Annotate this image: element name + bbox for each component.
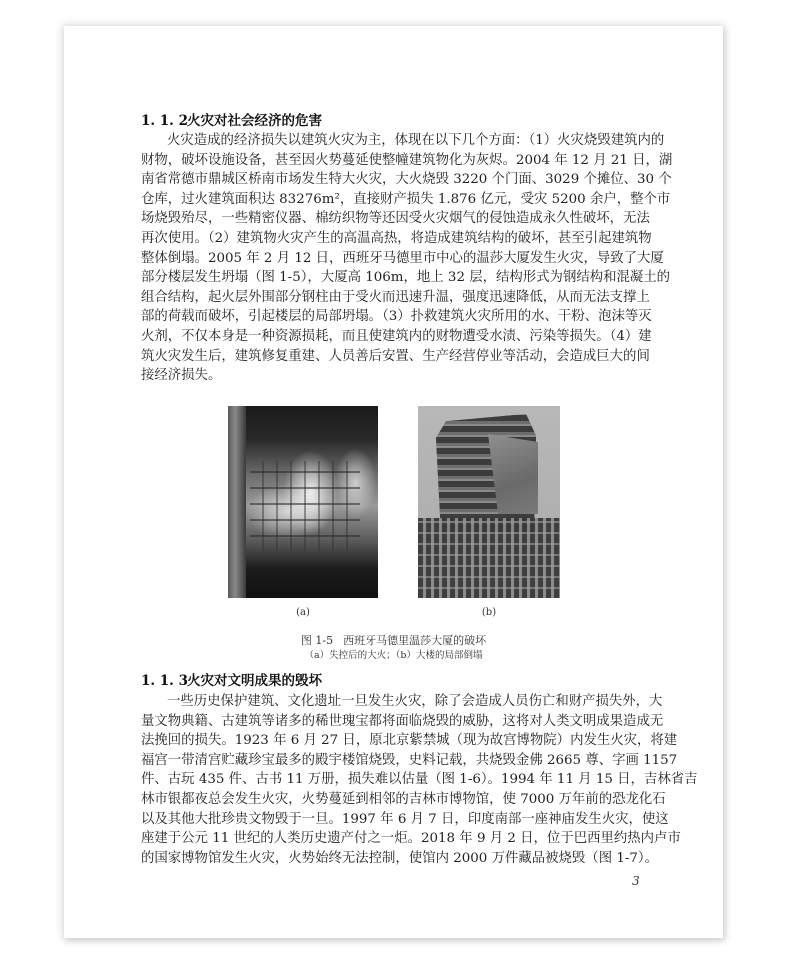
- section-title: 火灾对文明成果的毁坏: [187, 673, 322, 689]
- text-line: 林市银都夜总会发生火灾，火势蔓延到相邻的吉林市博物馆，使 7000 万年前的恐龙化石: [141, 791, 666, 807]
- text-line: 整体倒塌。2005 年 2 月 12 日，西班牙马德里市中心的温莎大厦发生火灾，导致了大厦: [141, 250, 664, 266]
- text-line: 组合结构，起火层外围部分钢柱由于受火而迅速升温，强度迅速降低，从而无法支撑上: [141, 289, 650, 305]
- text-line: 件、古玩 435 件、古书 11 万册，损失难以估量（图 1-6）。1994 年 11 月 15 日，吉林省吉: [141, 772, 698, 788]
- text-line: 火剂，不仅本身是一种资源损耗，而且使建筑内的财物遭受水渍、污染等损失。（4）建: [141, 328, 652, 344]
- figure-subcaption: （a）失控后的大火；（b）大楼的局部倒塌: [304, 650, 483, 661]
- section-heading-1-1-2: [141, 112, 322, 132]
- figure-title: 西班牙马德里温莎大厦的破坏: [343, 634, 487, 647]
- text-line: 仓库，过火建筑面积达 83276m²，直接财产损失 1.876 亿元，受灾 5200 余户，整个市: [141, 191, 671, 207]
- text-line: 火灾造成的经济损失以建筑火灾为主，体现在以下几个方面：（1）火灾烧毁建筑内的: [167, 133, 665, 148]
- text-line: 法挽回的损失。1923 年 6 月 27 日，原北京紫禁城（现为故宫博物院）内发生火灾，将建: [141, 733, 678, 749]
- figure-caption: [64, 634, 723, 648]
- paragraph-cultural-loss: [141, 692, 698, 868]
- text-line: 场烧毁殆尽，一些精密仪器、棉纺织物等还因受火灾烟气的侵蚀造成永久性破坏，无法: [141, 211, 650, 227]
- section-heading-1-1-3: [141, 672, 322, 692]
- section-number: 1. 1. 3: [141, 673, 188, 689]
- tower-base: [418, 518, 560, 598]
- text-line: 财物，破坏设施设备，甚至因火势蔓延使整幢建筑物化为灰烬。2004 年 12 月 21 日，湖: [141, 152, 673, 168]
- figure-image-b-collapsed-tower: [418, 406, 560, 598]
- section-number: 1. 1. 2: [141, 113, 188, 129]
- text-line: 福宫一带清宫贮藏珍宝最多的殿宇楼馆烧毁，史料记载，共烧毁金佛 2665 尊、字画 1157: [141, 752, 678, 768]
- text-line: 量文物典籍、古建筑等诸多的稀世瑰宝都将面临烧毁的威胁，这将对人类文明成果造成无: [141, 713, 664, 729]
- book-page: [64, 26, 723, 938]
- figure-sublabel-a: (a): [296, 607, 310, 618]
- figure-number: 图 1-5: [300, 634, 334, 647]
- text-line: 部的荷载而破坏，引起楼层的局部坍塌。（3）扑救建筑火灾所用的水、干粉、泡沫等灭: [141, 309, 652, 325]
- text-line: 座建于公元 11 世纪的人类历史遗产付之一炬。2018 年 9 月 2 日，位于巴西里约热内卢市: [141, 831, 681, 847]
- figure-sublabel-b: (b): [481, 607, 497, 618]
- paragraph-economic-harm: [141, 131, 673, 386]
- text-line: 再次使用。（2）建筑物火灾产生的高温高热，将造成建筑结构的破坏，甚至引起建筑物: [141, 230, 652, 246]
- text-line: 南省常德市鼎城区桥南市场发生特大火灾，大火烧毁 3220 个门面、3029 个摊位、30 个: [141, 172, 672, 188]
- text-line: 部分楼层发生坍塌（图 1-5），大厦高 106m，地上 32 层，结构形式为钢结构和混凝土的: [141, 270, 671, 286]
- text-line: 筑火灾发生后，建筑修复重建、人员善后安置、生产经营停业等活动，会造成巨大的间: [141, 348, 650, 364]
- figure-image-a-burning-tower: [228, 406, 378, 598]
- page-number: 3: [632, 874, 640, 888]
- text-line: 的国家博物馆发生火灾，火势始终无法控制，使馆内 2000 万件藏品被烧毁（图 1-7）。: [141, 850, 658, 866]
- text-line: 以及其他大批珍贵文物毁于一旦。1997 年 6 月 7 日，印度南部一座神庙发生火灾，使这: [141, 811, 669, 827]
- section-title: 火灾对社会经济的危害: [187, 113, 322, 129]
- text-line: 一些历史保护建筑、文化遗址一旦发生火灾，除了会造成人员伤亡和财产损失外，大: [167, 694, 663, 709]
- text-line: 接经济损失。: [141, 368, 222, 384]
